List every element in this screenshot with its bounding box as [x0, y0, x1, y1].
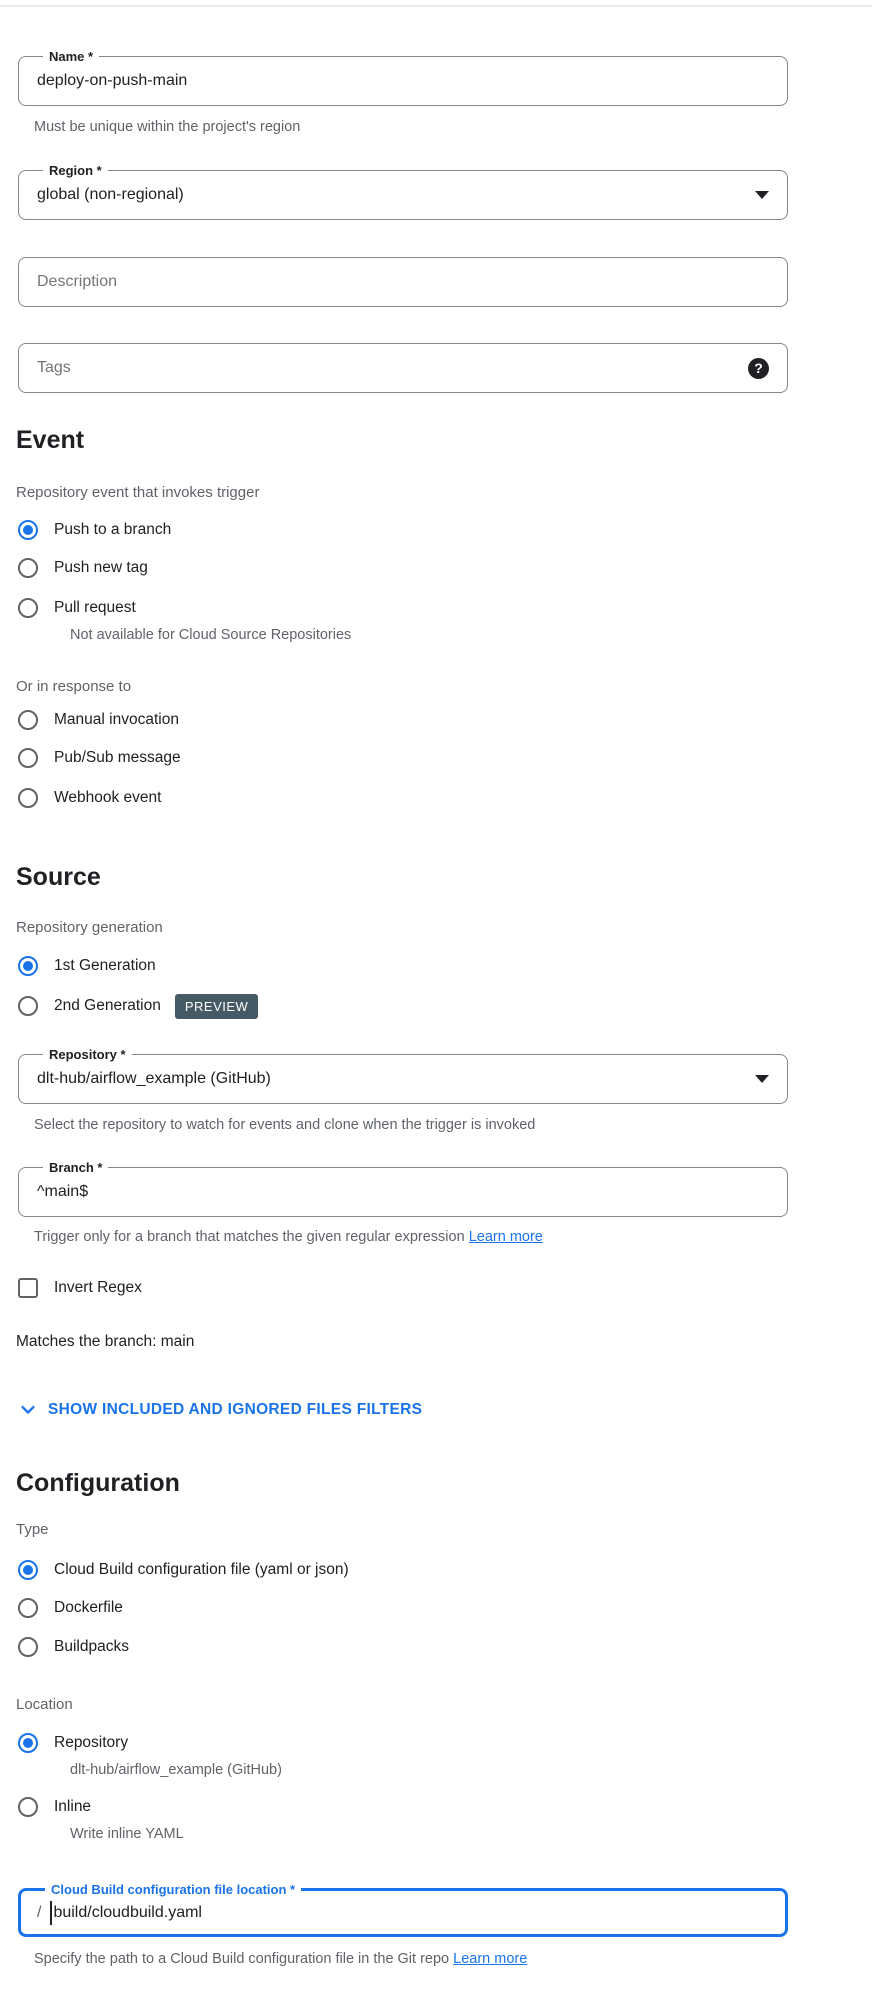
checkbox-unchecked-icon: [18, 1278, 38, 1298]
repository-generation-label: Repository generation: [16, 919, 163, 936]
tags-field[interactable]: [18, 343, 788, 393]
radio-location-repository[interactable]: [16, 1729, 872, 1757]
repository-select-value: dlt-hub/airflow_example (GitHub): [37, 1070, 271, 1087]
dropdown-arrow-icon: [755, 1075, 769, 1083]
preview-badge: PREVIEW: [175, 994, 258, 1019]
radio-pull-request[interactable]: [16, 594, 872, 622]
dropdown-arrow-icon: [755, 191, 769, 199]
branch-helper-body: Trigger only for a branch that matches the given regular expression: [34, 1229, 465, 1245]
config-file-location-value: build/cloudbuild.yaml: [53, 1903, 202, 1921]
help-icon[interactable]: ?: [748, 358, 769, 379]
branch-field-label: Branch *: [43, 1159, 108, 1176]
radio-unselected-icon: [18, 710, 38, 730]
radio-1st-generation[interactable]: [16, 952, 872, 980]
path-prefix: /: [37, 1903, 42, 1921]
region-select[interactable]: [18, 163, 788, 220]
radio-label: 1st Generation: [54, 957, 156, 974]
radio-selected-icon: [18, 1560, 38, 1580]
radio-label: Inline: [54, 1798, 92, 1815]
branch-helper-text: [34, 1228, 872, 1246]
or-in-response-label: Or in response to: [16, 678, 132, 695]
radio-label: Pull request: [54, 599, 136, 616]
radio-2nd-generation[interactable]: [16, 992, 872, 1020]
radio-unselected-icon: [18, 558, 38, 578]
branch-field[interactable]: [18, 1160, 788, 1217]
region-select-label: Region *: [43, 162, 108, 179]
location-inline-sub: Write inline YAML: [70, 1826, 184, 1842]
chevron-down-icon: [18, 1400, 38, 1420]
config-learn-more-link[interactable]: Learn more: [453, 1951, 528, 1967]
radio-label: Push new tag: [54, 559, 148, 576]
name-field[interactable]: [18, 49, 788, 106]
invert-regex-label: Invert Regex: [54, 1279, 142, 1296]
repository-select[interactable]: [18, 1047, 788, 1104]
radio-cloud-build-config-file[interactable]: [16, 1556, 872, 1584]
name-field-value: deploy-on-push-main: [37, 72, 188, 89]
radio-dockerfile[interactable]: [16, 1594, 872, 1622]
repository-helper-text: Select the repository to watch for events and clone when the trigger is invoked: [34, 1117, 536, 1133]
radio-label: Buildpacks: [54, 1638, 129, 1655]
radio-manual-invocation[interactable]: [16, 706, 872, 734]
radio-selected-icon: [18, 956, 38, 976]
top-divider: [0, 5, 872, 7]
radio-buildpacks[interactable]: [16, 1633, 872, 1661]
radio-label: Push to a branch: [54, 521, 172, 538]
expander-label: SHOW INCLUDED AND IGNORED FILES FILTERS: [48, 1401, 423, 1418]
radio-unselected-icon: [18, 1637, 38, 1657]
radio-unselected-icon: [18, 598, 38, 618]
event-subtitle: Repository event that invokes trigger: [16, 484, 260, 501]
show-files-filters-expander[interactable]: [16, 1397, 872, 1423]
radio-label: Cloud Build configuration file (yaml or json): [54, 1561, 349, 1578]
config-file-helper-body: Specify the path to a Cloud Build configuration file in the Git repo: [34, 1951, 450, 1967]
branch-learn-more-link[interactable]: Learn more: [468, 1229, 543, 1245]
radio-label: Repository: [54, 1734, 129, 1751]
location-label: Location: [16, 1696, 73, 1713]
trigger-form: [0, 49, 872, 1995]
branch-field-value: ^main$: [37, 1183, 89, 1200]
radio-unselected-icon: [18, 1797, 38, 1817]
radio-label: Dockerfile: [54, 1599, 123, 1616]
config-file-location-field[interactable]: [18, 1882, 788, 1937]
name-field-label: Name *: [43, 48, 99, 65]
radio-selected-icon: [18, 520, 38, 540]
radio-selected-icon: [18, 1733, 38, 1753]
config-file-helper-text: [34, 1950, 872, 1968]
radio-unselected-icon: [18, 1598, 38, 1618]
matches-branch-text: Matches the branch: main: [16, 1333, 195, 1350]
radio-label: 2nd Generation: [54, 997, 161, 1014]
region-select-value: global (non-regional): [37, 186, 184, 203]
radio-push-to-branch[interactable]: [16, 516, 872, 544]
configuration-section-title: Configuration: [16, 1469, 180, 1497]
repository-select-label: Repository *: [43, 1046, 132, 1063]
pull-request-note: Not available for Cloud Source Repositories: [70, 627, 352, 643]
description-field[interactable]: [18, 257, 788, 307]
event-section-title: Event: [16, 426, 85, 454]
tags-placeholder: Tags: [37, 359, 71, 376]
radio-location-inline[interactable]: [16, 1793, 872, 1821]
config-file-location-label: Cloud Build configuration file location *: [45, 1881, 301, 1898]
radio-pubsub-message[interactable]: [16, 744, 872, 772]
radio-label: Pub/Sub message: [54, 749, 181, 766]
radio-label: Webhook event: [54, 789, 162, 806]
radio-push-new-tag[interactable]: [16, 554, 872, 582]
location-repository-sub: dlt-hub/airflow_example (GitHub): [70, 1762, 282, 1778]
radio-label: Manual invocation: [54, 711, 179, 728]
source-section-title: Source: [16, 863, 101, 891]
invert-regex-checkbox-row[interactable]: [16, 1274, 872, 1302]
text-cursor: [50, 1901, 52, 1925]
name-helper-text: Must be unique within the project's region: [34, 119, 301, 135]
type-label: Type: [16, 1521, 49, 1538]
radio-unselected-icon: [18, 748, 38, 768]
radio-unselected-icon: [18, 996, 38, 1016]
description-placeholder: Description: [37, 273, 118, 290]
radio-webhook-event[interactable]: [16, 784, 872, 812]
radio-unselected-icon: [18, 788, 38, 808]
